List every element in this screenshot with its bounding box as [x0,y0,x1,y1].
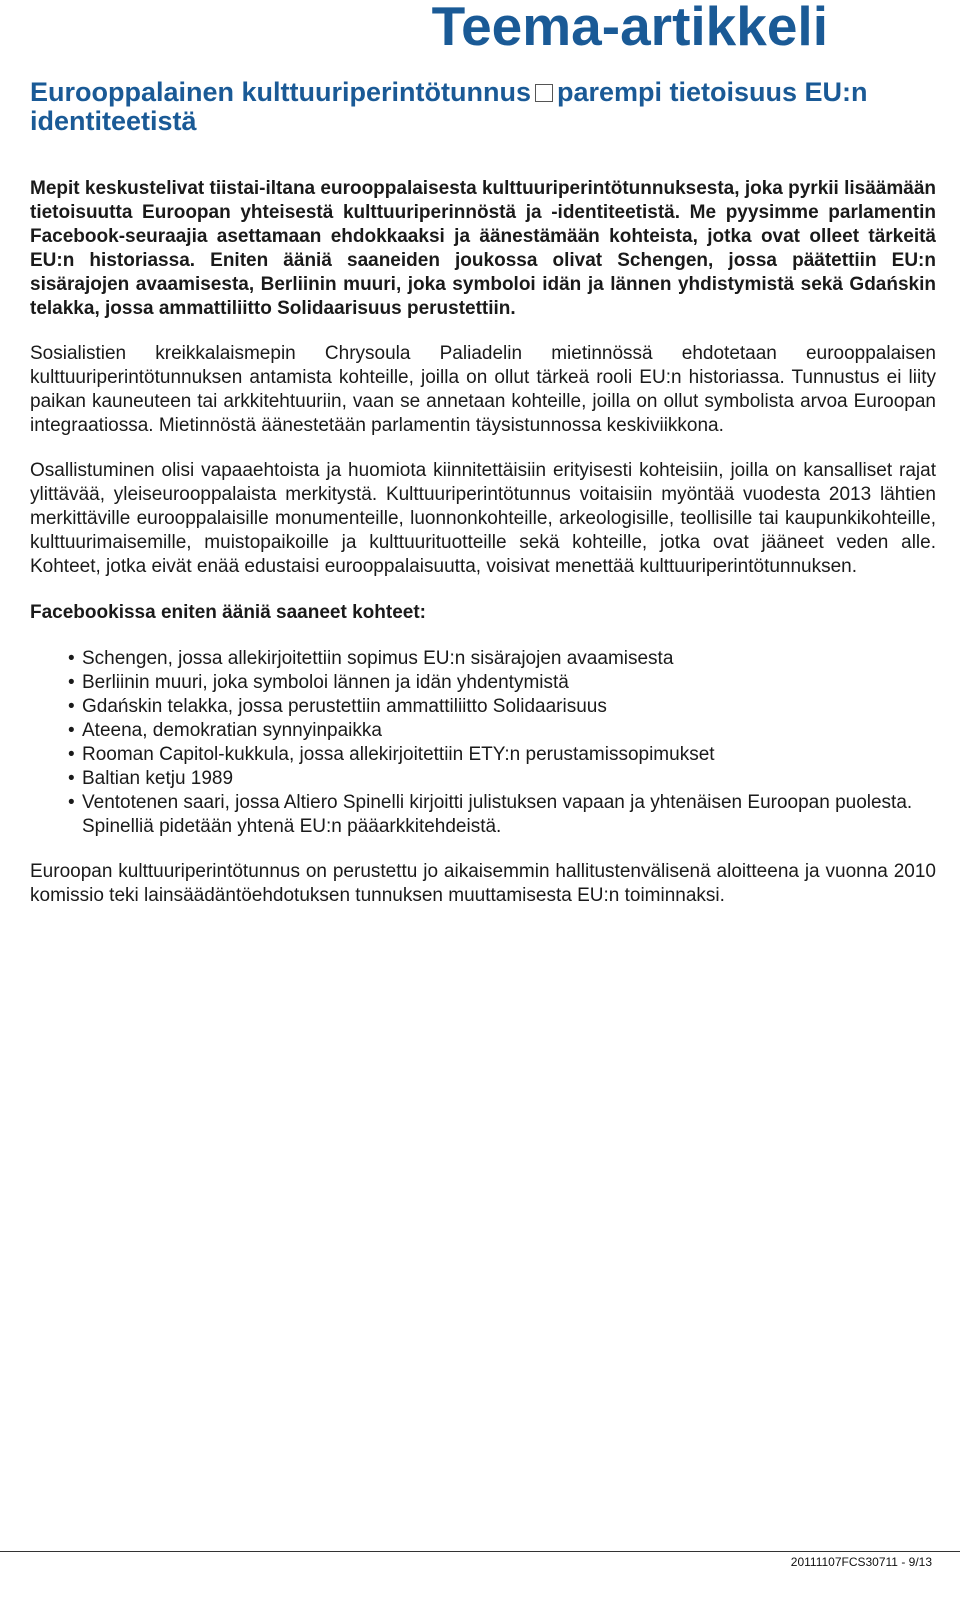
lead-paragraph: Mepit keskustelivat tiistai-iltana eurooppalaisesta kulttuuriperintötunnuksesta, joka pyrkii lisäämään tietoisuutta Euroopan yhteisestä kulttuuriperinnöstä ja -identiteetistä. Me pyysimme parlamentin Facebook-seuraajia asettamaan ehdokkaaksi ja äänestämään kohteista, jotka ovat olleet tärkeitä EU:n historiassa. Eniten ääniä saaneiden joukossa olivat Schengen, jossa päätettiin EU:n sisärajojen avaamisesta, Berliinin muuri, joka symboloi idän ja lännen yhdistymistä sekä Gdańskin telakka, jossa ammattiliitto Solidaarisuus perustettiin. [30,178,936,319]
list-item: • Gdańskin telakka, jossa perustettiin ammattiliitto Solidaarisuus [68,695,936,719]
missing-glyph-box-icon [535,84,553,102]
voted-sites-list [30,647,936,839]
list-item: • Baltian ketju 1989 [68,767,936,791]
footer-divider [0,1551,960,1552]
list-item: • Rooman Capitol-kukkula, jossa allekirjoitettiin ETY:n perustamissopimukset [68,743,936,767]
list-item: • Berliinin muuri, joka symboloi lännen ja idän yhdentymistä [68,671,936,695]
closing-paragraph: Euroopan kulttuuriperintötunnus on perustettu jo aikaisemmin hallitustenvälisenä aloitteena ja vuonna 2010 komissio teki lainsäädäntöehdotuksen tunnuksen muuttamisesta EU:n toiminnaksi. [30,861,936,906]
headline-part-2: parempi tietoisuus EU:n identiteetistä [30,77,868,136]
section-label: Teema-artikkeli [431,0,828,57]
body-paragraph-2: Osallistuminen olisi vapaaehtoista ja huomiota kiinnitettäisiin erityisesti kohteisiin, joilla on kansalliset rajat ylittävää, yleiseurooppalaista merkitystä. Kulttuuriperintötunnus voitaisiin myöntää vuodesta 2013 lähtien merkittäville eurooppalaisille monumenteille, luonnonkohteille, arkeologisille, teollisille tai kaupunkikohteille, kulttuurimaisemille, muistopaikoille ja kulttuurituotteille sekä kohteille, jotka ovat jääneet veden alle. Kohteet, jotka eivät enää edustaisi eurooppalaisuutta, voisivat menettää kulttuuriperintötunnuksen. [30,460,936,577]
footer-document-code: 20111107FCS30711 - 9/13 [790,1555,932,1569]
list-item: • Schengen, jossa allekirjoitettiin sopimus EU:n sisärajojen avaamisesta [68,647,936,671]
list-item: • Ventotenen saari, jossa Altiero Spinelli kirjoitti julistuksen vapaan ja yhtenäisen Euroopan puolesta. Spinelliä pidetään yhtenä EU:n pääarkkitehdeistä. [68,791,936,839]
list-item: • Ateena, demokratian synnyinpaikka [68,719,936,743]
list-heading: Facebookissa eniten ääniä saaneet kohteet: [30,602,426,623]
body-paragraph-1: Sosialistien kreikkalaismepin Chrysoula Paliadelin mietinnössä ehdotetaan eurooppalaisen kulttuuriperintötunnuksen antamista kohteille, joilla on ollut tärkeä rooli EU:n historiassa. Tunnustus ei liity paikan kauneuteen tai arkkitehtuuriin, vaan se annetaan kohteille, joilla on ollut symbolista arvoa Euroopan integraatiossa. Mietinnöstä äänestetään parlamentin täysistunnossa keskiviikkona. [30,343,936,436]
headline-part-1: Eurooppalainen kulttuuriperintötunnus [30,77,531,107]
article [30,78,936,908]
headline [30,78,936,136]
